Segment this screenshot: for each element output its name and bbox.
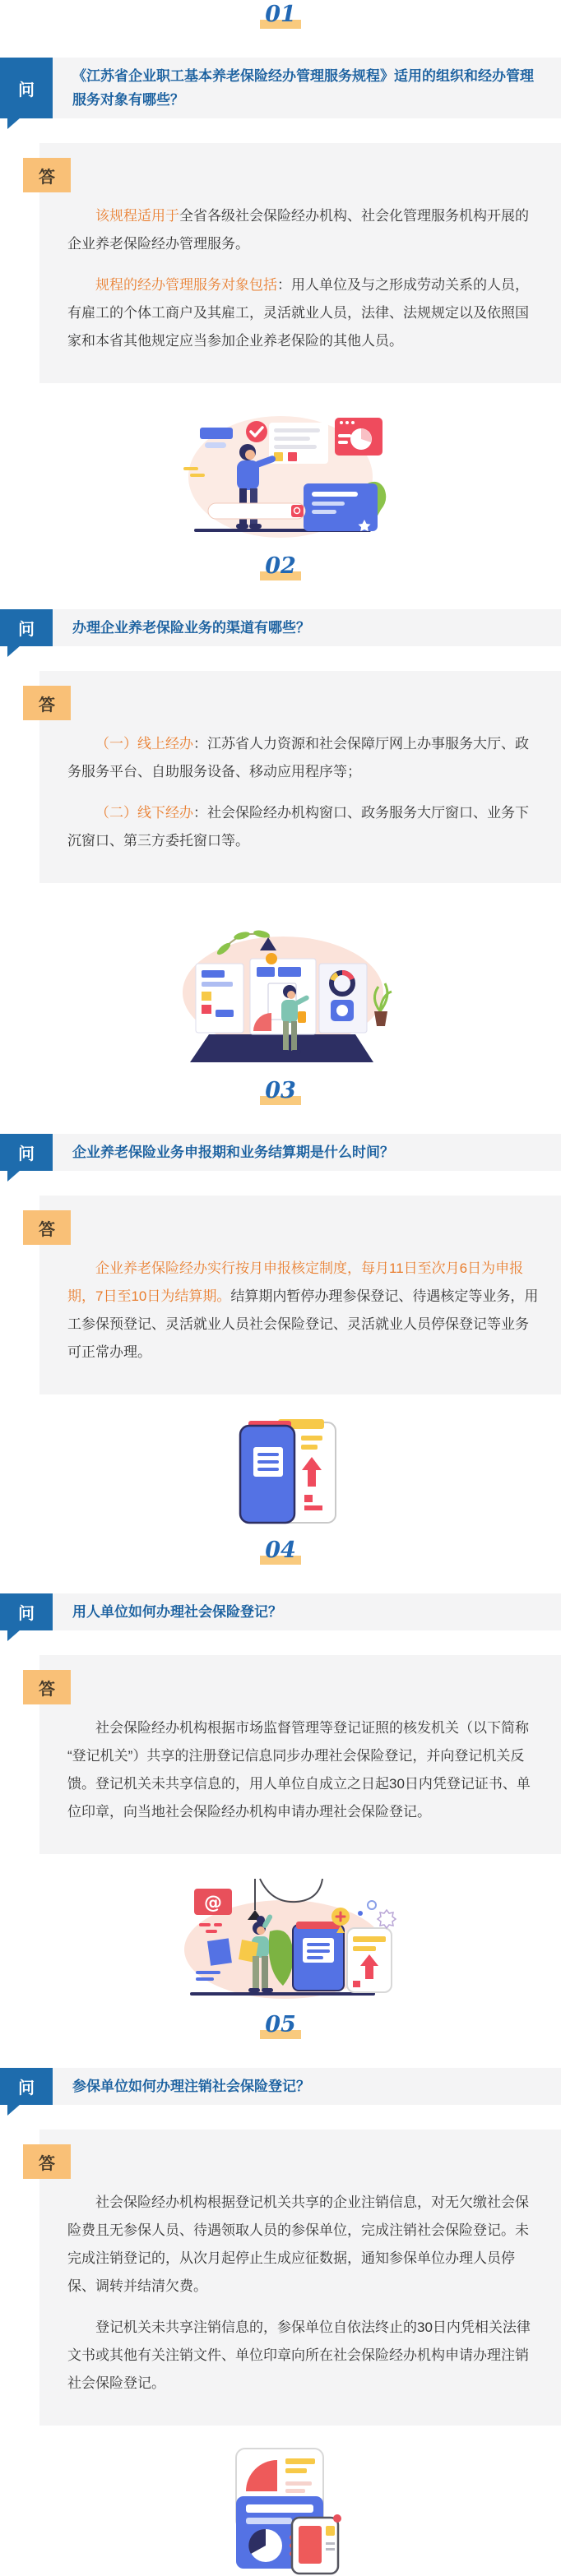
section-number-header <box>0 1078 561 1104</box>
illustration-notebook-and-report <box>0 1417 561 1526</box>
illustration-person-at-exhibition-boards <box>0 906 561 1066</box>
question-bar <box>0 609 561 646</box>
section-number: 02 <box>265 553 296 579</box>
section-number-header <box>0 553 561 580</box>
question-badge: 问 <box>0 1134 53 1171</box>
illustration-person-presenting-dashboard <box>0 406 561 542</box>
answer-badge: 答 <box>23 1670 71 1704</box>
answer-panel <box>39 1196 561 1394</box>
illustration-report-and-phone <box>0 2445 561 2576</box>
section-number: 03 <box>265 1078 296 1103</box>
answer-paragraph: 社会保险经办机构根据登记机关共享的企业注销信息，对无欠缴社会保险费且无参保人员、待遇领取人员的参保单位，完成注销社会保险登记。未完成注销登记的，从次月起停止生成应征数据，通知参保单位办理人员停保、调转并结清欠费。 <box>67 2194 529 2294</box>
answer-panel <box>39 1655 561 1854</box>
answer-panel <box>39 143 561 383</box>
question-badge: 问 <box>0 58 53 118</box>
answer-badge: 答 <box>23 1210 71 1245</box>
question-bar <box>0 1134 561 1171</box>
question-text: 参保单位如何办理注销社会保险登记？ <box>72 2079 310 2094</box>
section-number: 05 <box>265 2012 296 2037</box>
svg-text:@: @ <box>204 1893 222 1913</box>
question-bar <box>0 2068 561 2105</box>
answer-paragraph: 企业养老保险经办实行按月申报核定制度，每月11日至次月6日为申报期，7日至10日为结算期。结算期内暂停办理参保登记、待遇核定等业务，用工参保预登记、灵活就业人员社会保险登记、灵活就业人员停保登记等业务可正常办理。 <box>67 1260 539 1360</box>
answer-paragraph: 登记机关未共享注销信息的，参保单位自依法终止的30日内凭相关法律文书或其他有关注销文件、单位印章向所在社会保险经办机构申请办理注销社会保险登记。 <box>67 2319 531 2391</box>
answer-paragraph: 规程的经办管理服务对象包括：用人单位及与之形成劳动关系的人员，有雇工的个体工商户及其雇工，灵活就业人员，法律、法规规定以及依照国家和本省其他规定应当参加企业养老保险的其他人员。 <box>67 277 529 349</box>
question-text: 《江苏省企业职工基本养老保险经办管理服务规程》适用的组织和经办管理服务对象有哪些？ <box>72 68 534 108</box>
answer-paragraph: 社会保险经办机构根据市场监督管理等登记证照的核发机关（以下简称“登记机关”）共享的注册登记信息同步办理社会保险登记，并向登记机关反馈。登记机关未共享信息的，用人单位自成立之日起30日内凭登记证书、单位印章，向当地社会保险经办机构申请办理社会保险登记。 <box>67 1720 531 1820</box>
question-badge: 问 <box>0 2068 53 2105</box>
section-number: 01 <box>265 2 296 27</box>
question-text: 办理企业养老保险业务的渠道有哪些？ <box>72 620 310 636</box>
question-badge: 问 <box>0 1593 53 1630</box>
answer-paragraph: （二）线下经办：社会保险经办机构窗口、政务服务大厅窗口、业务下沉窗口、第三方委托窗口等。 <box>67 805 529 849</box>
answer-badge: 答 <box>23 2144 71 2179</box>
section-number-header <box>0 1538 561 1564</box>
answer-paragraph: （一）线上经办：江苏省人力资源和社会保障厅网上办事服务大厅、政务服务平台、自助服务设备、移动应用程序等； <box>67 736 529 779</box>
answer-paragraph: 该规程适用于全省各级社会保险经办机构、社会化管理服务机构开展的企业养老保险经办管理服务。 <box>67 208 529 252</box>
section-number: 04 <box>265 1538 296 1563</box>
question-text: 用人单位如何办理社会保险登记？ <box>72 1604 282 1620</box>
answer-badge: 答 <box>23 158 71 192</box>
question-bar <box>0 1593 561 1630</box>
question-text: 企业养老保险业务申报期和业务结算期是什么时间？ <box>72 1145 394 1160</box>
answer-badge: 答 <box>23 686 71 720</box>
section-number-header <box>0 2 561 28</box>
illustration-person-with-documents <box>0 1877 561 2000</box>
section-number-header <box>0 2012 561 2038</box>
answer-panel <box>39 2130 561 2426</box>
answer-panel <box>39 671 561 883</box>
question-badge: 问 <box>0 609 53 646</box>
question-bar <box>0 58 561 118</box>
